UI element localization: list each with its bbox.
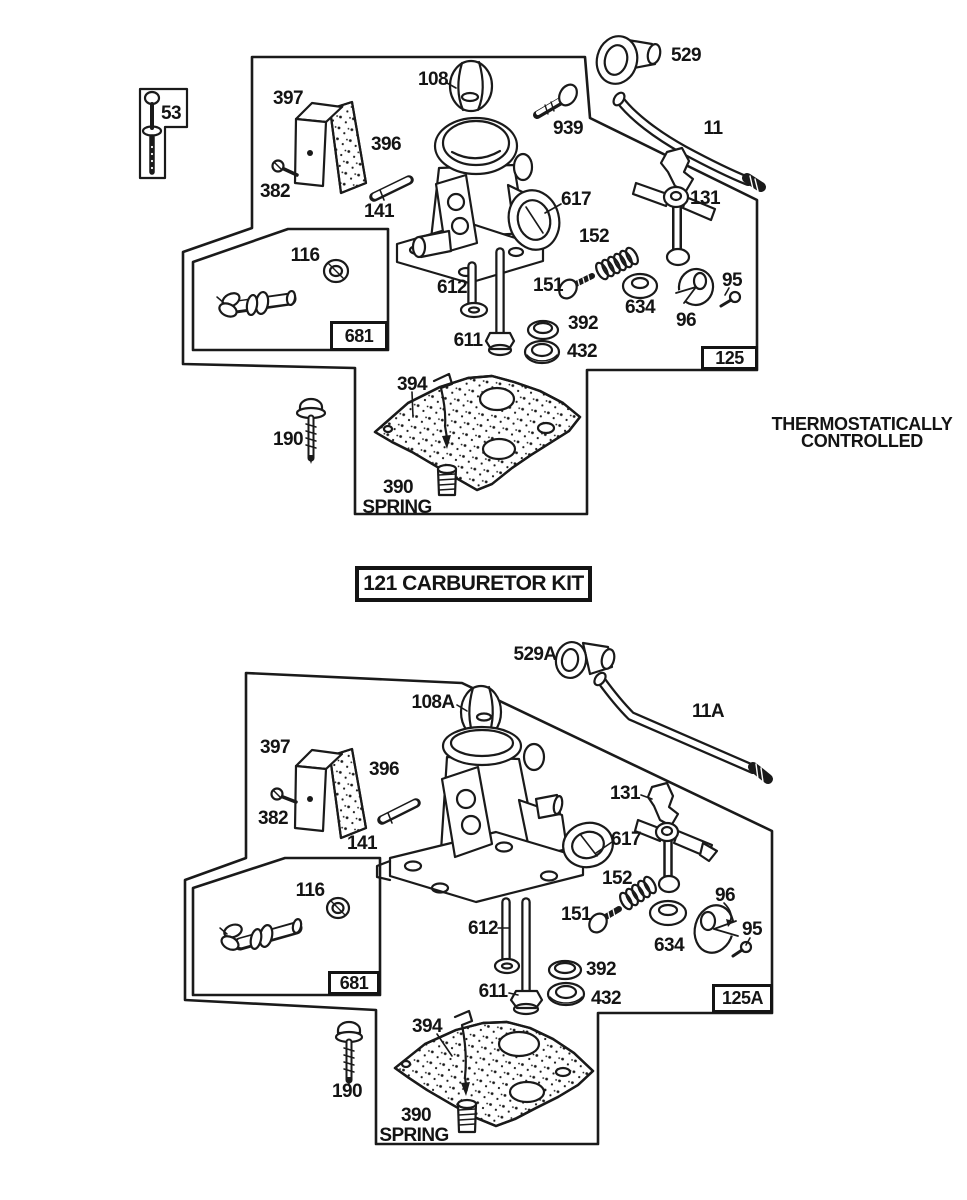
bottom-assembly-art [185, 640, 772, 1144]
thermo-note-line2: CONTROLLED [801, 431, 923, 451]
part-390-spring-bottom [458, 1100, 476, 1132]
part-529A-elbow-fitting [553, 640, 616, 681]
callout-611-bottom: 611 [478, 981, 508, 1002]
thermo-note-line1: THERMOSTATICALLY [771, 414, 953, 434]
part-529-elbow-fitting [592, 32, 662, 88]
part-141-pin [374, 180, 409, 200]
part-108-choke-knob [447, 61, 492, 111]
callout-617-bottom: 617 [611, 829, 641, 850]
callout-108-top: 108 [418, 69, 448, 90]
callout-612-top: 612 [437, 277, 467, 298]
callout-11-top: 11 [703, 118, 723, 139]
callout-141-top: 141 [364, 201, 394, 222]
callout-390-bottom: 390 [401, 1105, 431, 1126]
callout-634-top: 634 [625, 297, 655, 318]
part-190-screw-bottom [336, 1022, 362, 1086]
part-634-washer-bottom [650, 901, 686, 925]
callout-96-top: 96 [676, 310, 696, 331]
callout-131-bottom: 131 [610, 783, 640, 804]
callout-152-bottom: 152 [602, 868, 632, 889]
callout-397-top: 397 [273, 88, 303, 109]
callout-390-top: 390 [383, 477, 413, 498]
group-box-681-bottom: 681 [328, 971, 380, 995]
group-box-681-top: 681 [330, 321, 388, 351]
spring-caption-top: SPRING [362, 497, 432, 518]
callout-396-top: 396 [371, 134, 401, 155]
callout-53-top: 53 [161, 103, 181, 124]
part-432-seal-bottom [548, 983, 584, 1005]
part-116-needle-seat [217, 260, 348, 319]
callout-190-bottom: 190 [332, 1081, 362, 1102]
callout-617-top: 617 [561, 189, 591, 210]
part-390-spring [438, 465, 456, 495]
callout-11A-bottom: 11A [691, 701, 725, 722]
part-634-washer [623, 274, 657, 298]
callout-939-top: 939 [553, 118, 583, 139]
part-382-screw-bottom [272, 789, 297, 803]
part-96-clip [672, 266, 716, 308]
callout-382-top: 382 [260, 181, 290, 202]
callout-392-bottom: 392 [586, 959, 616, 980]
callout-96-bottom: 96 [715, 885, 735, 906]
callout-151-top: 151 [533, 275, 563, 296]
callout-394-top: 394 [397, 374, 427, 395]
group-box-125A-bottom: 125A [712, 984, 773, 1013]
part-382-screw [273, 161, 298, 176]
part-392-washer [528, 321, 558, 339]
callout-611-top: 611 [453, 330, 483, 351]
callout-394-bottom: 394 [412, 1016, 442, 1037]
callout-190-top: 190 [273, 429, 303, 450]
carburetor-kit-title-box: 121 CARBURETOR KIT [355, 566, 592, 602]
callout-108A-bottom: 108A [411, 692, 455, 713]
part-116-needle-seat-bottom [219, 898, 349, 953]
callout-396-bottom: 396 [369, 759, 399, 780]
callout-529-top: 529 [671, 45, 701, 66]
callout-131-top: 131 [690, 188, 720, 209]
callout-141-bottom: 141 [347, 833, 377, 854]
callout-382-bottom: 382 [258, 808, 288, 829]
group-box-125-top: 125 [701, 346, 758, 370]
part-432-seal [525, 341, 559, 363]
callout-529A-bottom: 529A [513, 644, 557, 665]
callout-116-top: 116 [290, 245, 320, 266]
top-assembly-art [140, 32, 761, 514]
callout-151-bottom: 151 [561, 904, 591, 925]
part-11A-fuel-pipe [592, 671, 768, 782]
callout-612-bottom: 612 [468, 918, 498, 939]
part-96-clip-bottom [689, 901, 739, 957]
part-396-filter-and-397-block [295, 102, 366, 193]
callout-116-bottom: 116 [295, 880, 325, 901]
callout-634-bottom: 634 [654, 935, 684, 956]
part-617-carburetor-body [397, 118, 566, 355]
part-392-washer-bottom [549, 961, 581, 979]
callout-397-bottom: 397 [260, 737, 290, 758]
callout-152-top: 152 [579, 226, 609, 247]
part-396-filter-and-397-block-bottom [295, 749, 366, 838]
part-939-screw [537, 81, 580, 115]
callout-95-bottom: 95 [742, 919, 762, 940]
spring-caption-bottom: SPRING [379, 1125, 449, 1146]
callout-392-top: 392 [568, 313, 598, 334]
part-141-pin-bottom [382, 803, 416, 823]
callout-95-top: 95 [722, 270, 742, 291]
thermostatically-controlled-note [772, 416, 953, 450]
callout-432-bottom: 432 [591, 988, 621, 1009]
callout-432-top: 432 [567, 341, 597, 362]
